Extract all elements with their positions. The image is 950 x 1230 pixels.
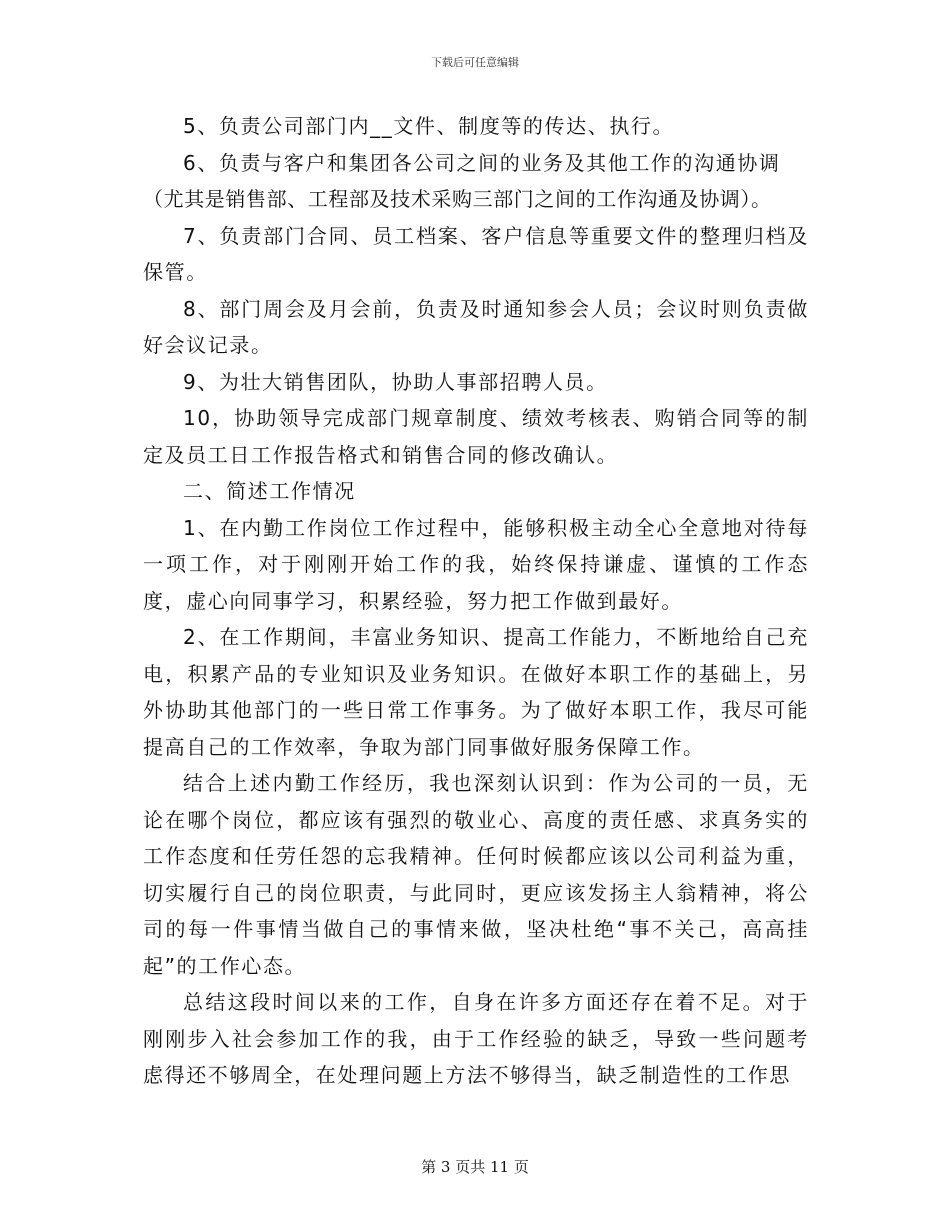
paragraph-item-7: 7、负责部门合同、员工档案、客户信息等重要文件的整理归档及保管。: [143, 223, 809, 284]
paragraph-summary: 总结这段时间以来的工作，自身在许多方面还存在着不足。对于刚刚步入社会参加工作的我，由于工作经验的缺乏，导致一些问题考虑得还不够周全，在处理问题上方法不够得当，缺乏制造性的工作思: [143, 990, 809, 1087]
paragraph-item-5: 5、负责公司部门内__文件、制度等的传达、执行。: [183, 114, 675, 138]
paragraph-item-6: 6、负责与客户和集团各公司之间的业务及其他工作的沟通协调: [183, 150, 781, 175]
paragraph-item-8: 8、部门周会及月会前，负责及时通知参会人员；会议时则负责做好会议记录。: [143, 296, 809, 357]
paragraph-item-6-continued: （尤其是销售部、工程部及技术采购三部门之间的工作沟通及协调）。: [143, 187, 772, 211]
paragraph-item-10: 10，协助领导完成部门规章制度、绩效考核表、购销合同等的制定及员工日工作报告格式和销售合同的修改确认。: [143, 406, 809, 467]
paragraph-reflection: 结合上述内勤工作经历，我也深刻认识到：作为公司的一员，无论在哪个岗位，都应该有强烈的敬业心、高度的责任感、求真务实的工作态度和任劳任怨的忘我精神。任何时候都应该以公司利益为重，切实履行自己的岗位职责，与此同时，更应该发扬主人翁精神，将公司的每一件事情当做自己的事情来做，坚决杜绝“事不关己，高高挂起”的工作心态。: [143, 771, 809, 978]
paragraph-work-1: 1、在内勤工作岗位工作过程中，能够积极主动全心全意地对待每一项工作，对于刚刚开始工作的我，始终保持谦虚、谨慎的工作态度，虚心向同事学习，积累经验，努力把工作做到最好。: [143, 515, 809, 613]
paragraph-item-9: 9、为壮大销售团队，协助人事部招聘人员。: [183, 369, 608, 394]
page-number: 第 3 页共 11 页: [421, 1158, 529, 1176]
paragraph-work-2: 2、在工作期间，丰富业务知识、提高工作能力，不断地给自己充电，积累产品的专业知识及业务知识。在做好本职工作的基础上，另外协助其他部门的一些日常工作事务。为了做好本职工作，我尽可能提高自己的工作效率，争取为部门同事做好服务保障工作。: [143, 625, 809, 759]
header-note: 下载后可任意编辑: [431, 56, 519, 69]
section-heading: 二、简述工作情况: [183, 479, 356, 503]
document-body: [143, 108, 809, 1094]
